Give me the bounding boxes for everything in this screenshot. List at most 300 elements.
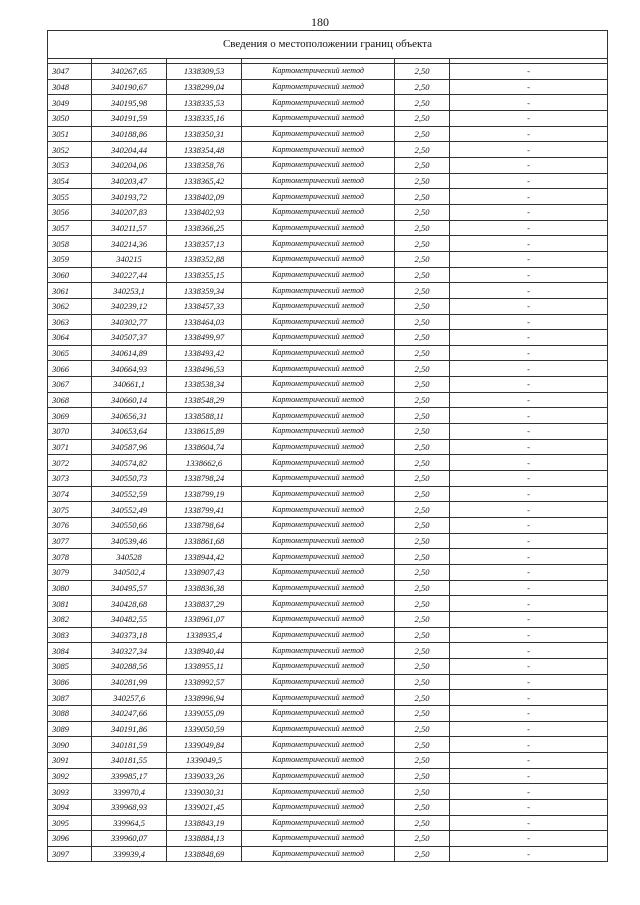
point-number-cell: 3054 [48,173,92,189]
coord-x-cell: 340191,59 [92,110,167,126]
table-row [48,846,608,862]
point-number-cell: 3083 [48,627,92,643]
coord-y-cell: 1338355,15 [167,267,242,283]
accuracy-cell: 2,50 [395,267,450,283]
accuracy-cell: 2,50 [395,345,450,361]
description-cell: - [450,424,608,440]
description-cell: - [450,831,608,847]
coord-x-cell: 340193,72 [92,189,167,205]
coord-y-cell: 1339049,84 [167,737,242,753]
coord-x-cell: 340211,57 [92,220,167,236]
table-row [48,157,608,173]
point-number-cell: 3073 [48,471,92,487]
point-number-cell: 3085 [48,658,92,674]
point-number-cell: 3056 [48,204,92,220]
description-cell: - [450,330,608,346]
method-cell: Картометрический метод [242,95,395,111]
accuracy-cell: 2,50 [395,596,450,612]
description-cell: - [450,267,608,283]
accuracy-cell: 2,50 [395,392,450,408]
method-cell: Картометрический метод [242,580,395,596]
coord-x-cell: 340288,56 [92,658,167,674]
method-cell: Картометрический метод [242,784,395,800]
method-cell: Картометрический метод [242,361,395,377]
coord-y-cell: 1338955,11 [167,658,242,674]
table-row [48,110,608,126]
accuracy-cell: 2,50 [395,79,450,95]
coord-y-cell: 1338366,25 [167,220,242,236]
coord-x-cell: 340195,98 [92,95,167,111]
method-cell: Картометрический метод [242,799,395,815]
description-cell: - [450,173,608,189]
method-cell: Картометрический метод [242,690,395,706]
accuracy-cell: 2,50 [395,533,450,549]
description-cell: - [450,298,608,314]
coord-y-cell: 1338457,33 [167,298,242,314]
method-cell: Картометрический метод [242,502,395,518]
description-cell: - [450,64,608,80]
accuracy-cell: 2,50 [395,486,450,502]
method-cell: Картометрический метод [242,846,395,862]
description-cell: - [450,596,608,612]
point-number-cell: 3082 [48,611,92,627]
method-cell: Картометрический метод [242,658,395,674]
description-cell: - [450,251,608,267]
point-number-cell: 3063 [48,314,92,330]
coord-x-cell: 340661,1 [92,377,167,393]
accuracy-cell: 2,50 [395,737,450,753]
coord-x-cell: 340204,06 [92,157,167,173]
table-row [48,439,608,455]
coord-x-cell: 340574,82 [92,455,167,471]
coord-y-cell: 1338464,03 [167,314,242,330]
method-cell: Картометрический метод [242,267,395,283]
coord-y-cell: 1338799,19 [167,486,242,502]
description-cell: - [450,126,608,142]
point-number-cell: 3095 [48,815,92,831]
point-number-cell: 3086 [48,674,92,690]
coord-x-cell: 340181,55 [92,752,167,768]
method-cell: Картометрический метод [242,533,395,549]
description-cell: - [450,455,608,471]
point-number-cell: 3074 [48,486,92,502]
coord-x-cell: 340207,83 [92,204,167,220]
coord-y-cell: 1338548,29 [167,392,242,408]
description-cell: - [450,784,608,800]
coord-y-cell: 1338538,34 [167,377,242,393]
coord-y-cell: 1338843,19 [167,815,242,831]
method-cell: Картометрический метод [242,439,395,455]
accuracy-cell: 2,50 [395,674,450,690]
coord-x-cell: 340327,34 [92,643,167,659]
accuracy-cell: 2,50 [395,157,450,173]
table-row [48,831,608,847]
point-number-cell: 3092 [48,768,92,784]
coord-y-cell: 1338365,42 [167,173,242,189]
method-cell: Картометрический метод [242,314,395,330]
table-row [48,377,608,393]
accuracy-cell: 2,50 [395,784,450,800]
accuracy-cell: 2,50 [395,471,450,487]
coord-x-cell: 340215 [92,251,167,267]
accuracy-cell: 2,50 [395,330,450,346]
coord-x-cell: 339985,17 [92,768,167,784]
point-number-cell: 3065 [48,345,92,361]
description-cell: - [450,110,608,126]
point-number-cell: 3097 [48,846,92,862]
coord-y-cell: 1339021,45 [167,799,242,815]
table-row [48,549,608,565]
coord-x-cell: 340281,99 [92,674,167,690]
coord-y-cell: 1339055,09 [167,705,242,721]
accuracy-cell: 2,50 [395,549,450,565]
description-cell: - [450,658,608,674]
table-row [48,204,608,220]
description-cell: - [450,236,608,252]
table-title-row [48,31,608,59]
description-cell: - [450,549,608,565]
description-cell: - [450,815,608,831]
description-cell: - [450,204,608,220]
description-cell: - [450,752,608,768]
description-cell: - [450,408,608,424]
table-row [48,345,608,361]
table-row [48,220,608,236]
accuracy-cell: 2,50 [395,705,450,721]
coord-x-cell: 340507,37 [92,330,167,346]
coord-x-cell: 340482,55 [92,611,167,627]
table-row [48,502,608,518]
table-row [48,314,608,330]
coord-x-cell: 340181,59 [92,737,167,753]
method-cell: Картометрический метод [242,110,395,126]
method-cell: Картометрический метод [242,173,395,189]
coord-y-cell: 1338996,94 [167,690,242,706]
accuracy-cell: 2,50 [395,627,450,643]
accuracy-cell: 2,50 [395,95,450,111]
coord-x-cell: 340191,86 [92,721,167,737]
point-number-cell: 3088 [48,705,92,721]
coord-y-cell: 1338798,64 [167,518,242,534]
coord-y-cell: 1338884,13 [167,831,242,847]
description-cell: - [450,220,608,236]
method-cell: Картометрический метод [242,330,395,346]
accuracy-cell: 2,50 [395,518,450,534]
coord-x-cell: 340656,31 [92,408,167,424]
description-cell: - [450,361,608,377]
accuracy-cell: 2,50 [395,251,450,267]
point-number-cell: 3077 [48,533,92,549]
description-cell: - [450,392,608,408]
coord-y-cell: 1338588,11 [167,408,242,424]
coord-x-cell: 340664,93 [92,361,167,377]
description-cell: - [450,721,608,737]
point-number-cell: 3058 [48,236,92,252]
coord-y-cell: 1338992,57 [167,674,242,690]
point-number-cell: 3070 [48,424,92,440]
accuracy-cell: 2,50 [395,752,450,768]
coord-y-cell: 1338354,48 [167,142,242,158]
table-row [48,330,608,346]
coord-y-cell: 1338299,04 [167,79,242,95]
point-number-cell: 3062 [48,298,92,314]
table-row [48,737,608,753]
coord-x-cell: 340373,18 [92,627,167,643]
accuracy-cell: 2,50 [395,126,450,142]
coord-y-cell: 1338836,38 [167,580,242,596]
coord-y-cell: 1338837,29 [167,596,242,612]
table-row [48,799,608,815]
accuracy-cell: 2,50 [395,189,450,205]
coord-y-cell: 1338935,4 [167,627,242,643]
point-number-cell: 3059 [48,251,92,267]
table-row [48,565,608,581]
coord-x-cell: 340660,14 [92,392,167,408]
table-row [48,658,608,674]
table-row [48,408,608,424]
method-cell: Картометрический метод [242,298,395,314]
method-cell: Картометрический метод [242,424,395,440]
description-cell: - [450,674,608,690]
table-row [48,392,608,408]
description-cell: - [450,157,608,173]
method-cell: Картометрический метод [242,674,395,690]
point-number-cell: 3061 [48,283,92,299]
method-cell: Картометрический метод [242,455,395,471]
accuracy-cell: 2,50 [395,611,450,627]
table-row [48,611,608,627]
coord-x-cell: 339970,4 [92,784,167,800]
coord-x-cell: 340190,67 [92,79,167,95]
point-number-cell: 3049 [48,95,92,111]
coord-y-cell: 1338357,13 [167,236,242,252]
description-cell: - [450,799,608,815]
coord-y-cell: 1338799,41 [167,502,242,518]
coord-x-cell: 340502,4 [92,565,167,581]
table-row [48,126,608,142]
table-row [48,518,608,534]
description-cell: - [450,533,608,549]
description-cell: - [450,283,608,299]
description-cell: - [450,95,608,111]
coord-y-cell: 1338961,07 [167,611,242,627]
point-number-cell: 3071 [48,439,92,455]
method-cell: Картометрический метод [242,471,395,487]
coord-x-cell: 340528 [92,549,167,565]
page-number: 180 [311,15,329,29]
coord-x-cell: 340552,49 [92,502,167,518]
point-number-cell: 3053 [48,157,92,173]
description-cell: - [450,627,608,643]
description-cell: - [450,502,608,518]
point-number-cell: 3066 [48,361,92,377]
table-row [48,721,608,737]
coord-y-cell: 1338499,97 [167,330,242,346]
method-cell: Картометрический метод [242,737,395,753]
point-number-cell: 3081 [48,596,92,612]
accuracy-cell: 2,50 [395,768,450,784]
coord-y-cell: 1338496,53 [167,361,242,377]
description-cell: - [450,518,608,534]
coord-y-cell: 1338940,44 [167,643,242,659]
method-cell: Картометрический метод [242,157,395,173]
description-cell: - [450,189,608,205]
coord-y-cell: 1338861,68 [167,533,242,549]
accuracy-cell: 2,50 [395,377,450,393]
method-cell: Картометрический метод [242,611,395,627]
description-cell: - [450,580,608,596]
description-cell: - [450,439,608,455]
accuracy-cell: 2,50 [395,439,450,455]
coord-x-cell: 340302,77 [92,314,167,330]
coord-y-cell: 1338615,89 [167,424,242,440]
point-number-cell: 3084 [48,643,92,659]
accuracy-cell: 2,50 [395,846,450,862]
method-cell: Картометрический метод [242,204,395,220]
method-cell: Картометрический метод [242,283,395,299]
point-number-cell: 3048 [48,79,92,95]
point-number-cell: 3069 [48,408,92,424]
description-cell: - [450,314,608,330]
point-number-cell: 3075 [48,502,92,518]
coord-y-cell: 1338309,53 [167,64,242,80]
boundary-coordinates-table [47,30,608,862]
method-cell: Картометрический метод [242,721,395,737]
accuracy-cell: 2,50 [395,204,450,220]
table-row [48,486,608,502]
coord-y-cell: 1338907,43 [167,565,242,581]
description-cell: - [450,768,608,784]
method-cell: Картометрический метод [242,236,395,252]
coord-x-cell: 340188,86 [92,126,167,142]
point-number-cell: 3091 [48,752,92,768]
accuracy-cell: 2,50 [395,142,450,158]
table-row [48,784,608,800]
method-cell: Картометрический метод [242,705,395,721]
point-number-cell: 3089 [48,721,92,737]
accuracy-cell: 2,50 [395,283,450,299]
table-row [48,64,608,80]
point-number-cell: 3068 [48,392,92,408]
table-row [48,142,608,158]
coord-y-cell: 1339050,59 [167,721,242,737]
table-row [48,690,608,706]
method-cell: Картометрический метод [242,345,395,361]
coord-y-cell: 1338359,34 [167,283,242,299]
coord-y-cell: 1338944,42 [167,549,242,565]
method-cell: Картометрический метод [242,486,395,502]
method-cell: Картометрический метод [242,377,395,393]
point-number-cell: 3076 [48,518,92,534]
description-cell: - [450,471,608,487]
point-number-cell: 3057 [48,220,92,236]
table-row [48,752,608,768]
accuracy-cell: 2,50 [395,721,450,737]
coord-x-cell: 340587,96 [92,439,167,455]
coord-x-cell: 339964,5 [92,815,167,831]
accuracy-cell: 2,50 [395,64,450,80]
coord-x-cell: 340203,47 [92,173,167,189]
coord-x-cell: 339960,07 [92,831,167,847]
point-number-cell: 3052 [48,142,92,158]
method-cell: Картометрический метод [242,768,395,784]
description-cell: - [450,345,608,361]
coord-y-cell: 1338402,09 [167,189,242,205]
accuracy-cell: 2,50 [395,455,450,471]
coord-x-cell: 340257,6 [92,690,167,706]
method-cell: Картометрический метод [242,408,395,424]
coord-x-cell: 340550,73 [92,471,167,487]
point-number-cell: 3087 [48,690,92,706]
description-cell: - [450,846,608,862]
point-number-cell: 3072 [48,455,92,471]
coord-x-cell: 340552,59 [92,486,167,502]
coord-y-cell: 1339030,31 [167,784,242,800]
accuracy-cell: 2,50 [395,236,450,252]
method-cell: Картометрический метод [242,596,395,612]
method-cell: Картометрический метод [242,752,395,768]
accuracy-cell: 2,50 [395,799,450,815]
coord-x-cell: 339939,4 [92,846,167,862]
point-number-cell: 3051 [48,126,92,142]
accuracy-cell: 2,50 [395,110,450,126]
point-number-cell: 3094 [48,799,92,815]
table-row [48,768,608,784]
point-number-cell: 3055 [48,189,92,205]
method-cell: Картометрический метод [242,392,395,408]
accuracy-cell: 2,50 [395,502,450,518]
coord-y-cell: 1338848,69 [167,846,242,862]
coord-y-cell: 1339049,5 [167,752,242,768]
coord-x-cell: 340550,66 [92,518,167,534]
coord-y-cell: 1338358,76 [167,157,242,173]
method-cell: Картометрический метод [242,79,395,95]
point-number-cell: 3079 [48,565,92,581]
method-cell: Картометрический метод [242,220,395,236]
coord-y-cell: 1338798,24 [167,471,242,487]
coord-x-cell: 340428,68 [92,596,167,612]
coord-y-cell: 1338662,6 [167,455,242,471]
method-cell: Картометрический метод [242,815,395,831]
table-row [48,267,608,283]
table-row [48,95,608,111]
method-cell: Картометрический метод [242,251,395,267]
table-row [48,189,608,205]
coord-y-cell: 1338350,31 [167,126,242,142]
coord-y-cell: 1338604,74 [167,439,242,455]
coord-x-cell: 339968,93 [92,799,167,815]
accuracy-cell: 2,50 [395,580,450,596]
coord-x-cell: 340539,46 [92,533,167,549]
description-cell: - [450,705,608,721]
table-row [48,79,608,95]
accuracy-cell: 2,50 [395,314,450,330]
accuracy-cell: 2,50 [395,815,450,831]
accuracy-cell: 2,50 [395,690,450,706]
table-title: Сведения о местоположении границ объекта [48,31,608,59]
coord-x-cell: 340214,36 [92,236,167,252]
point-number-cell: 3093 [48,784,92,800]
coord-y-cell: 1338352,88 [167,251,242,267]
method-cell: Картометрический метод [242,549,395,565]
coord-x-cell: 340614,89 [92,345,167,361]
point-number-cell: 3050 [48,110,92,126]
table-row [48,424,608,440]
method-cell: Картометрический метод [242,643,395,659]
coord-y-cell: 1338335,16 [167,110,242,126]
accuracy-cell: 2,50 [395,658,450,674]
accuracy-cell: 2,50 [395,565,450,581]
